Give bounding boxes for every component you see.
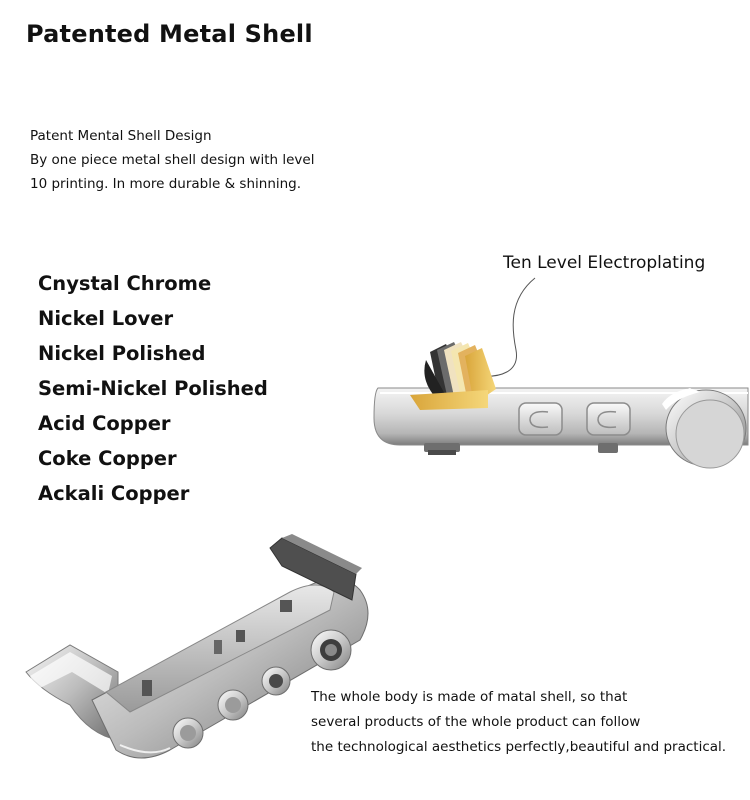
description-line: the technological aesthetics perfectly,beautiful and practical. — [311, 739, 727, 755]
panel-foot — [598, 443, 618, 453]
plating-layer: Coke Copper — [38, 447, 177, 470]
plating-layer: Ackali Copper — [38, 482, 190, 505]
intro-line: By one piece metal shell design with level — [30, 152, 315, 168]
plating-layer: Nickel Polished — [38, 342, 206, 365]
plating-layer: Semi-Nickel Polished — [38, 377, 268, 400]
description-line: The whole body is made of matal shell, so that — [311, 689, 628, 705]
page-title: Patented Metal Shell — [26, 20, 313, 48]
description-line: several products of the whole product can follow — [311, 714, 641, 730]
plating-layers-cutaway — [410, 342, 496, 410]
intro-line: Patent Mental Shell Design — [30, 128, 212, 144]
panel-button — [587, 403, 630, 435]
intro-line: 10 printing. In more durable & shinning. — [30, 176, 302, 192]
description-text — [311, 685, 726, 760]
plating-layer: Cnystal Chrome — [38, 272, 212, 295]
plating-layer: Nickel Lover — [38, 307, 174, 330]
plating-layer: Acid Copper — [38, 412, 171, 435]
panel-button — [519, 403, 562, 435]
electroplating-callout: Ten Level Electroplating — [503, 253, 706, 273]
